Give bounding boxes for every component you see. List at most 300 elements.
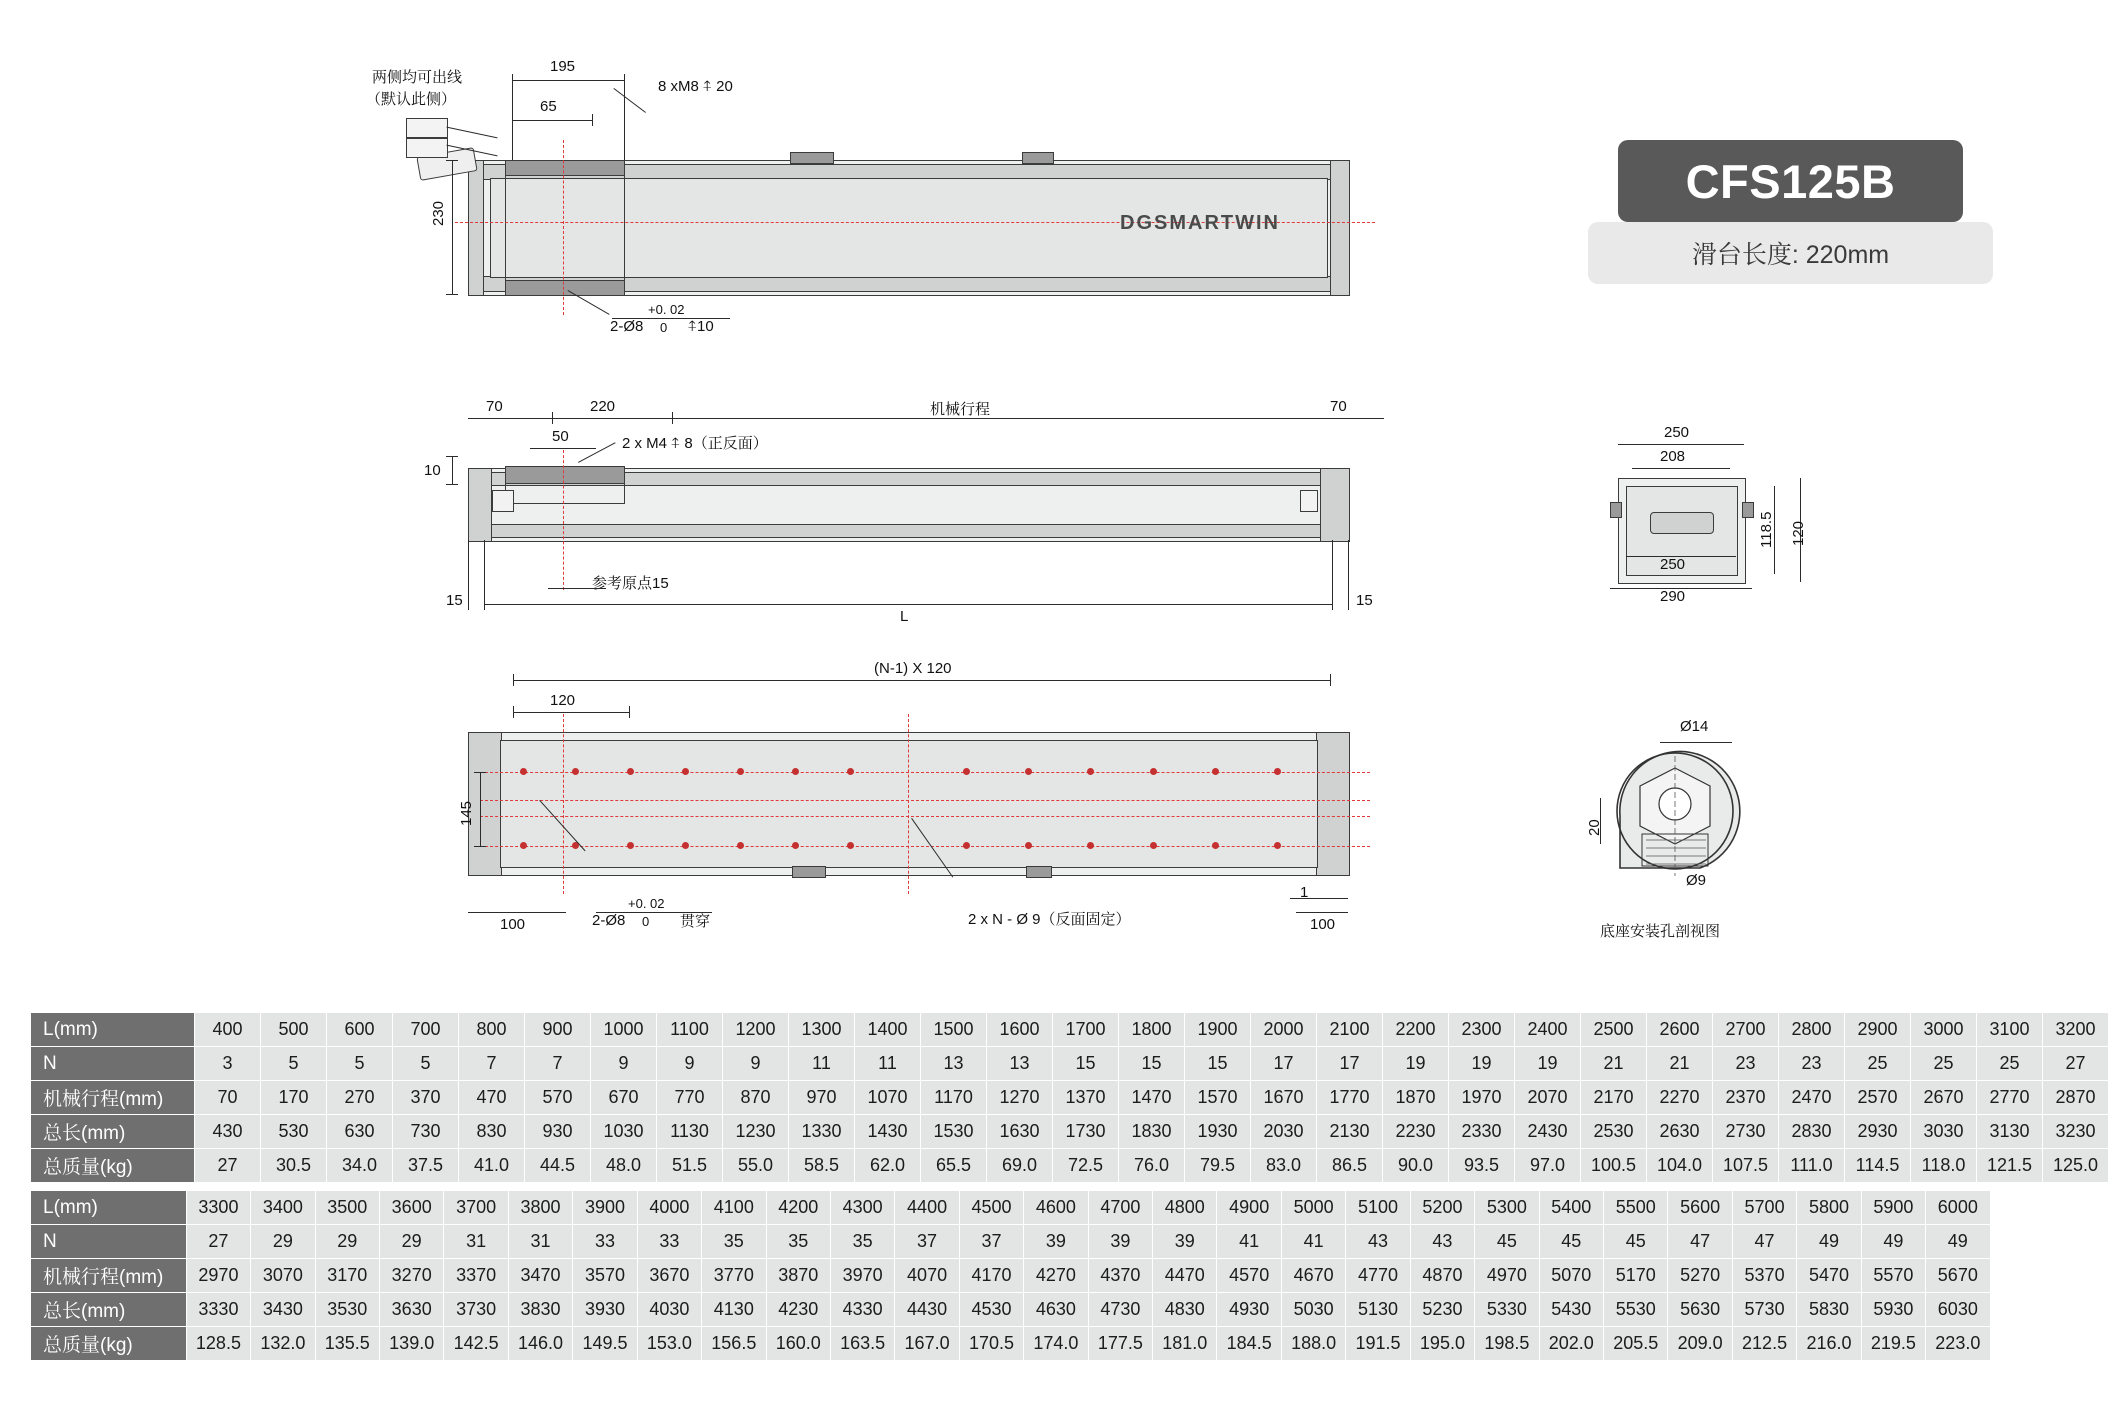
table-row-header: 总质量(kg): [31, 1149, 195, 1183]
table-cell: 2030: [1251, 1115, 1317, 1149]
dim-230-text: 230: [430, 200, 447, 226]
table-cell: 15: [1185, 1047, 1251, 1081]
table-cell: 4870: [1410, 1259, 1474, 1293]
dim-230-tick-t: [446, 160, 458, 161]
table-cell: 4430: [895, 1293, 959, 1327]
table-cell: 188.0: [1281, 1327, 1345, 1361]
table-cell: 3000: [1911, 1013, 1977, 1047]
front-carriage-outline: [505, 466, 625, 504]
hole: [572, 768, 579, 775]
hole: [792, 842, 799, 849]
hole: [1087, 768, 1094, 775]
table-cell: 1100: [657, 1013, 723, 1047]
table-cell: 114.5: [1845, 1149, 1911, 1183]
dim-d14-text: Ø14: [1680, 718, 1709, 735]
table-cell: 4930: [1217, 1293, 1281, 1327]
table-cell: 11: [789, 1047, 855, 1081]
dim-230-line: [452, 160, 453, 294]
cable-note-line2: （默认此侧）: [366, 91, 457, 108]
dim-120-text: 120: [550, 692, 576, 709]
dim-290-text: 290: [1660, 588, 1686, 605]
table-cell: 1500: [921, 1013, 987, 1047]
table-cell: 41.0: [459, 1149, 525, 1183]
table-cell: 7: [525, 1047, 591, 1081]
table-cell: 125.0: [2043, 1149, 2109, 1183]
table-cell: 44.5: [525, 1149, 591, 1183]
table-cell: 2870: [2043, 1081, 2109, 1115]
callout-8xm8-text: 8 xM8 ⍏ 20: [658, 78, 733, 95]
table-cell: 58.5: [789, 1149, 855, 1183]
table-cell: 167.0: [895, 1327, 959, 1361]
table-cell: 5470: [1797, 1259, 1861, 1293]
table-cell: 3900: [573, 1191, 637, 1225]
table-cell: 5: [393, 1047, 459, 1081]
table-cell: 121.5: [1977, 1149, 2043, 1183]
table-cell: 4200: [766, 1191, 830, 1225]
dim-50-text: 50: [552, 428, 569, 445]
table-cell: 49: [1926, 1225, 1990, 1259]
hole: [1212, 768, 1219, 775]
table-cell: 570: [525, 1081, 591, 1115]
table-cell: 1900: [1185, 1013, 1251, 1047]
table-cell: 69.0: [987, 1149, 1053, 1183]
hole: [520, 842, 527, 849]
hole: [1212, 842, 1219, 849]
table-cell: 9: [657, 1047, 723, 1081]
brand-watermark: DGSMARTWIN: [1120, 212, 1280, 234]
table-cell: 2900: [1845, 1013, 1911, 1047]
hole: [847, 768, 854, 775]
front-left-block: [468, 468, 492, 542]
hole: [682, 768, 689, 775]
table-row: [31, 1047, 2109, 1081]
table-cell: 128.5: [186, 1327, 250, 1361]
bottom-inner: [500, 740, 1318, 868]
table-cell: 3630: [379, 1293, 443, 1327]
hole: [627, 842, 634, 849]
table-cell: 1300: [789, 1013, 855, 1047]
dim-195-line: [512, 80, 624, 81]
hole: [737, 768, 744, 775]
table-cell: 2630: [1647, 1115, 1713, 1149]
table-cell: [2051, 1293, 2112, 1327]
table-cell: 2770: [1977, 1081, 2043, 1115]
table-cell: 4170: [959, 1259, 1023, 1293]
table-cell: 4230: [766, 1293, 830, 1327]
model-title: CFS125B: [1685, 154, 1896, 208]
table-cell: 15: [1119, 1047, 1185, 1081]
table-cell: 3730: [444, 1293, 508, 1327]
table-cell: 195.0: [1410, 1327, 1474, 1361]
table-cell: 31: [444, 1225, 508, 1259]
table-cell: 5070: [1539, 1259, 1603, 1293]
table-cell: 160.0: [766, 1327, 830, 1361]
dim-145-tick-t: [474, 772, 486, 773]
dim-195-tick-r: [624, 74, 625, 86]
table-cell: 2930: [1845, 1115, 1911, 1149]
dim-250-top-text: 250: [1664, 424, 1690, 441]
table-cell: 31: [508, 1225, 572, 1259]
table-cell: 5370: [1732, 1259, 1796, 1293]
table-row: [31, 1293, 2112, 1327]
table-cell: 35: [766, 1225, 830, 1259]
table-cell: 900: [525, 1013, 591, 1047]
table-cell: 2170: [1581, 1081, 1647, 1115]
table-cell: 5830: [1797, 1293, 1861, 1327]
table-cell: 5270: [1668, 1259, 1732, 1293]
callout-2d8-depth: ⍏10: [688, 318, 714, 335]
table-cell: 6000: [1926, 1191, 1990, 1225]
table-cell: 1700: [1053, 1013, 1119, 1047]
table-cell: 184.5: [1217, 1327, 1281, 1361]
top-tab-2: [1022, 152, 1054, 164]
table-cell: 198.5: [1475, 1327, 1539, 1361]
front-view-bottom-rail: [472, 524, 1346, 538]
hole: [737, 842, 744, 849]
dim-d9-text: Ø9: [1686, 872, 1707, 889]
cable-line-1: [446, 127, 497, 139]
table-cell: 2500: [1581, 1013, 1647, 1047]
table-cell: 177.5: [1088, 1327, 1152, 1361]
table-cell: 19: [1383, 1047, 1449, 1081]
table-cell: 2970: [186, 1259, 250, 1293]
carriage-centerline: [563, 140, 564, 315]
table-cell: 5530: [1604, 1293, 1668, 1327]
table-cell: 21: [1647, 1047, 1713, 1081]
connector-1: [406, 118, 448, 138]
hole: [1025, 842, 1032, 849]
table-cell: 37: [895, 1225, 959, 1259]
table-cell: 3700: [444, 1191, 508, 1225]
callout-2d8-tol-top: +0. 02: [648, 302, 685, 317]
dim-stroke-text: 机械行程: [930, 401, 991, 418]
table-cell: 202.0: [1539, 1327, 1603, 1361]
table-cell: 4700: [1088, 1191, 1152, 1225]
table-cell: 107.5: [1713, 1149, 1779, 1183]
table-cell: 930: [525, 1115, 591, 1149]
table-cell: 4100: [702, 1191, 766, 1225]
dim-120-line: [513, 712, 629, 713]
table-cell: 149.5: [573, 1327, 637, 1361]
hole: [792, 768, 799, 775]
table-cell: 37.5: [393, 1149, 459, 1183]
table-cell: 139.0: [379, 1327, 443, 1361]
spec-table-1: [30, 1012, 2109, 1183]
table-cell: 25: [1911, 1047, 1977, 1081]
table-row-header: N: [31, 1047, 195, 1081]
table-cell: 3430: [251, 1293, 315, 1327]
table-cell: 830: [459, 1115, 525, 1149]
table-cell: 3400: [251, 1191, 315, 1225]
dim-n1x120-text: (N-1) X 120: [874, 660, 952, 677]
table-cell: 5630: [1668, 1293, 1732, 1327]
table-cell: 3330: [186, 1293, 250, 1327]
table-cell: 370: [393, 1081, 459, 1115]
table-cell: 5: [261, 1047, 327, 1081]
ext-right-15b: [1348, 540, 1349, 610]
dim-145-tick-b: [474, 846, 486, 847]
dim-250-bottom-text: 250: [1660, 556, 1686, 573]
table-cell: [1990, 1191, 2051, 1225]
spec-table-2: [30, 1190, 2112, 1361]
table-cell: 35: [702, 1225, 766, 1259]
dim-220-text: 220: [590, 398, 616, 415]
table-cell: [2051, 1327, 2112, 1361]
table-row: [31, 1259, 2112, 1293]
table-cell: 5400: [1539, 1191, 1603, 1225]
table-cell: 1000: [591, 1013, 657, 1047]
table-cell: 29: [315, 1225, 379, 1259]
ref-origin-text: 参考原点15: [592, 575, 669, 592]
right-end-block: [1330, 160, 1350, 296]
dim-208-text: 208: [1660, 448, 1686, 465]
hole: [1087, 842, 1094, 849]
table-cell: 43: [1410, 1225, 1474, 1259]
bottom-tab-1: [792, 866, 826, 878]
dim-L-text: L: [900, 608, 909, 625]
dim-145-line: [480, 772, 481, 846]
table-cell: 4830: [1153, 1293, 1217, 1327]
table-cell: 2000: [1251, 1013, 1317, 1047]
table-cell: 4500: [959, 1191, 1023, 1225]
dim-100-right-line: [1296, 912, 1348, 913]
table-cell: 79.5: [1185, 1149, 1251, 1183]
table-cell: 5330: [1475, 1293, 1539, 1327]
section-drawing: [1580, 716, 1800, 896]
table-cell: 111.0: [1779, 1149, 1845, 1183]
table-cell: 7: [459, 1047, 525, 1081]
table-cell: 49: [1861, 1225, 1925, 1259]
table-cell: 5570: [1861, 1259, 1925, 1293]
table-cell: [1990, 1293, 2051, 1327]
table-cell: 3: [195, 1047, 261, 1081]
table-cell: 5030: [1281, 1293, 1345, 1327]
dim-70-right-line: [1332, 418, 1384, 419]
table-cell: 45: [1475, 1225, 1539, 1259]
table-cell: 35: [830, 1225, 894, 1259]
table-cell: 2300: [1449, 1013, 1515, 1047]
table-row-header: 总长(mm): [31, 1293, 187, 1327]
table-cell: 1430: [855, 1115, 921, 1149]
table-row-header: 总长(mm): [31, 1115, 195, 1149]
table-row: [31, 1225, 2112, 1259]
table-cell: 6030: [1926, 1293, 1990, 1327]
table-cell: 29: [379, 1225, 443, 1259]
table-cell: 1330: [789, 1115, 855, 1149]
hole: [1025, 768, 1032, 775]
table-cell: 97.0: [1515, 1149, 1581, 1183]
table-cell: 4570: [1217, 1259, 1281, 1293]
table-cell: 4730: [1088, 1293, 1152, 1327]
table-cell: 2230: [1383, 1115, 1449, 1149]
dim-230-tick-b: [446, 294, 458, 295]
table-cell: 33: [573, 1225, 637, 1259]
hole: [627, 768, 634, 775]
dim-195-text: 195: [550, 58, 576, 75]
table-cell: 27: [186, 1225, 250, 1259]
table-cell: 2530: [1581, 1115, 1647, 1149]
table-cell: 3970: [830, 1259, 894, 1293]
table-cell: 86.5: [1317, 1149, 1383, 1183]
table-cell: 2470: [1779, 1081, 1845, 1115]
callout-2d8-tol: +0. 02: [628, 896, 665, 911]
callout-2d8-zero: 0: [660, 320, 668, 335]
table-cell: 2730: [1713, 1115, 1779, 1149]
callout-2d8-through-text: 2-Ø8: [592, 912, 626, 929]
table-cell: 209.0: [1668, 1327, 1732, 1361]
hole-row-bottom: [480, 846, 1370, 847]
dim-65-text: 65: [540, 98, 557, 115]
bottom-center-vline: [908, 714, 909, 894]
table-cell: 270: [327, 1081, 393, 1115]
table-row: [31, 1191, 2112, 1225]
table-cell: 191.5: [1346, 1327, 1410, 1361]
table-row: [31, 1149, 2109, 1183]
table-cell: 19: [1449, 1047, 1515, 1081]
table-cell: 630: [327, 1115, 393, 1149]
front-origin-centerline: [563, 450, 564, 590]
table-cell: 5670: [1926, 1259, 1990, 1293]
table-cell: 1370: [1053, 1081, 1119, 1115]
table-cell: 163.5: [830, 1327, 894, 1361]
table-cell: 37: [959, 1225, 1023, 1259]
table-cell: 4030: [637, 1293, 701, 1327]
table-cell: [1990, 1259, 2051, 1293]
table-cell: 1600: [987, 1013, 1053, 1047]
table-cell: [2051, 1225, 2112, 1259]
table-cell: 132.0: [251, 1327, 315, 1361]
ext-left-15: [468, 540, 469, 610]
table-cell: 90.0: [1383, 1149, 1449, 1183]
dim-n1x120-line: [513, 680, 1330, 681]
table-row-header: N: [31, 1225, 187, 1259]
table-cell: 4300: [830, 1191, 894, 1225]
table-cell: 2330: [1449, 1115, 1515, 1149]
table-cell: 1800: [1119, 1013, 1185, 1047]
table-cell: 93.5: [1449, 1149, 1515, 1183]
table-cell: 39: [1088, 1225, 1152, 1259]
table-cell: 205.5: [1604, 1327, 1668, 1361]
table-cell: 5930: [1861, 1293, 1925, 1327]
table-cell: 1470: [1119, 1081, 1185, 1115]
table-cell: 30.5: [261, 1149, 327, 1183]
top-tab-1: [790, 152, 834, 164]
table-cell: 1730: [1053, 1115, 1119, 1149]
dim-145-text: 145: [458, 800, 475, 826]
table-cell: 3270: [379, 1259, 443, 1293]
hole: [1150, 768, 1157, 775]
table-cell: 3200: [2043, 1013, 2109, 1047]
dim-118-text: 118.5: [1758, 511, 1775, 548]
table-cell: 2270: [1647, 1081, 1713, 1115]
table-cell: 4670: [1281, 1259, 1345, 1293]
table-cell: 730: [393, 1115, 459, 1149]
table-cell: 55.0: [723, 1149, 789, 1183]
left-end-block: [468, 160, 484, 296]
table-cell: 5600: [1668, 1191, 1732, 1225]
table-cell: 4330: [830, 1293, 894, 1327]
table-cell: 170: [261, 1081, 327, 1115]
table-cell: 3030: [1911, 1115, 1977, 1149]
table-cell: 174.0: [1024, 1327, 1088, 1361]
table-cell: 153.0: [637, 1327, 701, 1361]
front-right-block: [1320, 468, 1350, 542]
table-cell: 2700: [1713, 1013, 1779, 1047]
table-cell: 45: [1539, 1225, 1603, 1259]
table-cell: 2200: [1383, 1013, 1449, 1047]
table-row-header: L(mm): [31, 1191, 187, 1225]
table-cell: 23: [1779, 1047, 1845, 1081]
hole: [520, 768, 527, 775]
dim-120-side-text: 120: [1790, 520, 1807, 546]
table-cell: 9: [591, 1047, 657, 1081]
dim-n1x120-tick-r: [1330, 674, 1331, 686]
dim-d14-line: [1660, 742, 1732, 743]
bottom-ref-vline: [563, 714, 564, 894]
table-row: [31, 1115, 2109, 1149]
dim-100-left-line: [468, 912, 566, 913]
table-cell: 13: [921, 1047, 987, 1081]
table-cell: 2800: [1779, 1013, 1845, 1047]
table-cell: 15: [1053, 1047, 1119, 1081]
table-cell: 4270: [1024, 1259, 1088, 1293]
table-cell: 4770: [1346, 1259, 1410, 1293]
table-cell: 135.5: [315, 1327, 379, 1361]
table-cell: 1670: [1251, 1081, 1317, 1115]
table-row: [31, 1013, 2109, 1047]
table-cell: 5500: [1604, 1191, 1668, 1225]
table-cell: 47: [1668, 1225, 1732, 1259]
table-cell: 9: [723, 1047, 789, 1081]
table-cell: 3300: [186, 1191, 250, 1225]
table-cell: 65.5: [921, 1149, 987, 1183]
table-cell: 216.0: [1797, 1327, 1861, 1361]
table-cell: 530: [261, 1115, 327, 1149]
table-cell: [2051, 1259, 2112, 1293]
table-cell: 104.0: [1647, 1149, 1713, 1183]
hole: [1150, 842, 1157, 849]
table-cell: 5300: [1475, 1191, 1539, 1225]
dim-70-left-line: [468, 418, 552, 419]
table-cell: 5430: [1539, 1293, 1603, 1327]
table-cell: 2430: [1515, 1115, 1581, 1149]
table-cell: 11: [855, 1047, 921, 1081]
table-cell: 47: [1732, 1225, 1796, 1259]
table-cell: 72.5: [1053, 1149, 1119, 1183]
table-cell: 1230: [723, 1115, 789, 1149]
model-title-badge: [1618, 140, 1963, 222]
dim-120-tick-l: [513, 706, 514, 718]
table-cell: 970: [789, 1081, 855, 1115]
table-cell: 33: [637, 1225, 701, 1259]
table-cell: 34.0: [327, 1149, 393, 1183]
table-cell: 41: [1281, 1225, 1345, 1259]
dim-195-ext-l: [512, 86, 513, 160]
table-cell: 5800: [1797, 1191, 1861, 1225]
table-cell: 76.0: [1119, 1149, 1185, 1183]
table-cell: 1070: [855, 1081, 921, 1115]
table-cell: 3800: [508, 1191, 572, 1225]
table-cell: 1530: [921, 1115, 987, 1149]
table-cell: 17: [1251, 1047, 1317, 1081]
table-cell: 1170: [921, 1081, 987, 1115]
table-cell: 2400: [1515, 1013, 1581, 1047]
dim-50-line: [530, 448, 596, 449]
table-row: [31, 1081, 2109, 1115]
dim-220-line: [552, 418, 672, 419]
connector-2: [406, 138, 448, 158]
table-cell: 3570: [573, 1259, 637, 1293]
